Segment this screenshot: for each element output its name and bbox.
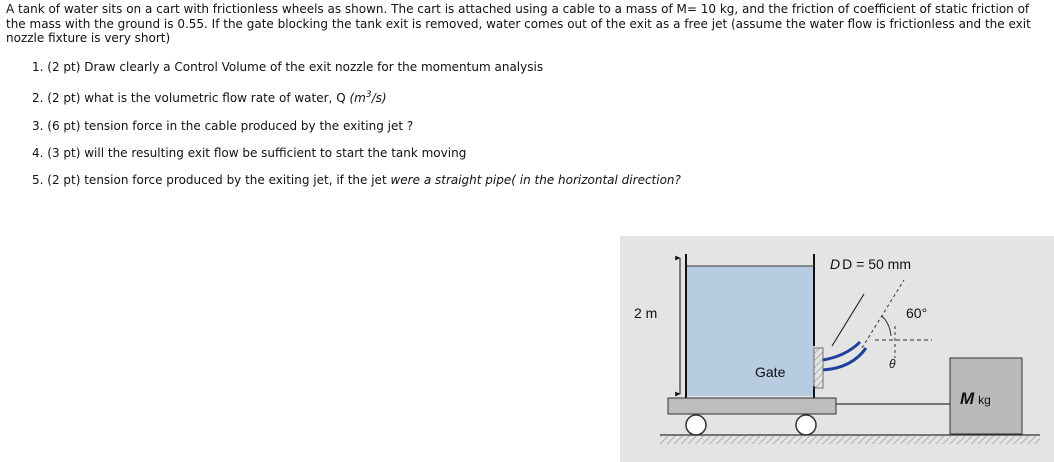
diameter-label: D D = 50 mm bbox=[830, 256, 911, 272]
question-4 bbox=[32, 146, 466, 160]
question-5-number: 5. bbox=[32, 173, 44, 187]
cart-platform bbox=[668, 398, 836, 414]
unit-suffix: /s) bbox=[371, 91, 387, 105]
unit-exponent: 3 bbox=[365, 90, 372, 100]
question-1-number: 1. bbox=[32, 60, 44, 74]
cart-wheel-left bbox=[686, 415, 706, 435]
question-3-number: 3. bbox=[32, 119, 44, 133]
question-2 bbox=[32, 90, 387, 105]
question-5-italic-text: were a straight pipe( in the horizontal direction? bbox=[390, 173, 681, 187]
height-label: 2 m bbox=[634, 305, 658, 321]
question-5-text: (2 pt) tension force produced by the exiting jet, if the jet bbox=[47, 173, 387, 187]
problem-intro: A tank of water sits on a cart with frictionless wheels as shown. The cart is attached using a cable to a mass of M= 10 kg, and the friction of coefficient of static friction of the mass with the ground is 0.55. If the gate blocking the tank exit is removed, water comes out of the exit as a free jet (assume the water flow is frictionless and the exit nozzle fixture is very short) bbox=[6, 2, 1031, 45]
question-2-text: (2 pt) what is the volumetric flow rate of water, Q bbox=[47, 91, 346, 105]
mass-label: M kg bbox=[960, 389, 991, 408]
water-body bbox=[686, 266, 814, 396]
tank-cart-diagram bbox=[620, 236, 1054, 462]
question-5 bbox=[32, 173, 681, 187]
gate-plate bbox=[814, 348, 823, 388]
question-2-number: 2. bbox=[32, 91, 44, 105]
question-3-text: (6 pt) tension force in the cable produced by the exiting jet ? bbox=[47, 119, 414, 133]
question-1-text: (2 pt) Draw clearly a Control Volume of the exit nozzle for the momentum analysis bbox=[47, 60, 544, 74]
cart-wheel-right bbox=[796, 415, 816, 435]
theta-symbol: θ bbox=[889, 357, 896, 371]
question-2-unit bbox=[349, 91, 386, 105]
angle-label: 60° bbox=[906, 305, 928, 321]
question-1 bbox=[32, 60, 543, 74]
tank-cart-figure bbox=[620, 236, 1054, 462]
unit-prefix: (m bbox=[349, 91, 366, 105]
question-4-text: (3 pt) will the resulting exit flow be sufficient to start the tank moving bbox=[47, 146, 467, 160]
ground-hatching bbox=[660, 436, 1040, 444]
question-3 bbox=[32, 119, 413, 133]
question-4-number: 4. bbox=[32, 146, 44, 160]
gate-label: Gate bbox=[755, 364, 786, 380]
